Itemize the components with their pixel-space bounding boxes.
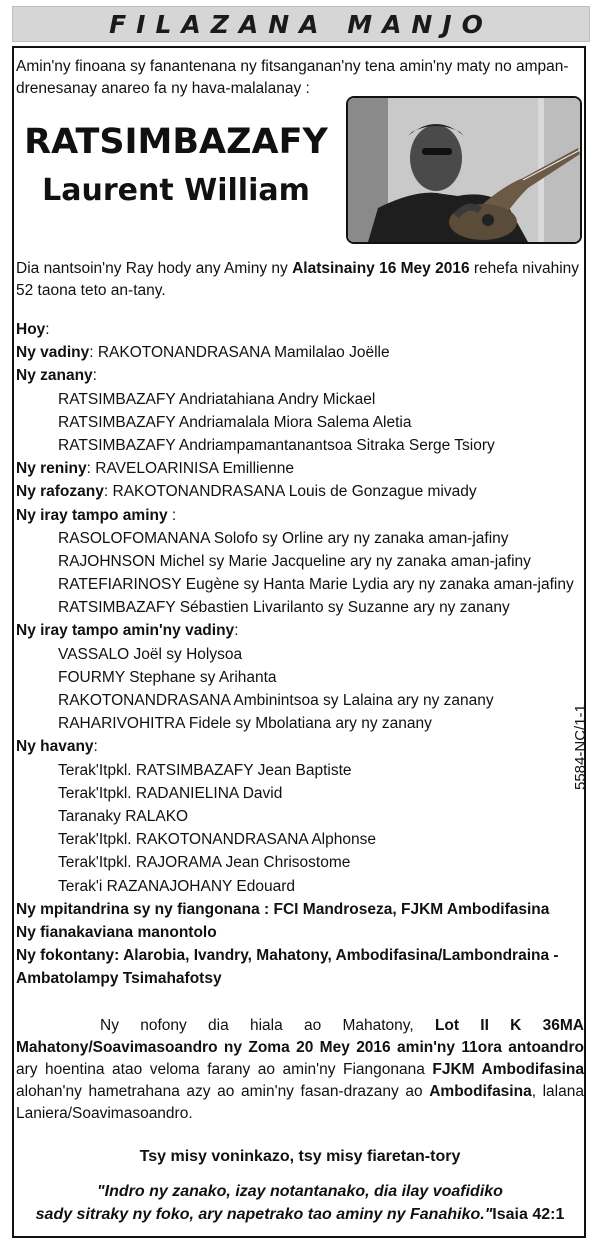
list-item: Terak'Itpkl. RATSIMBAZAFY Jean Baptiste xyxy=(58,761,352,779)
bible-quote xyxy=(16,1180,584,1226)
death-date: Alatsinainy 16 Mey 2016 xyxy=(292,260,470,277)
burial-church: FJKM Ambodifasina xyxy=(432,1061,584,1078)
father-in-law-name: RAKOTONANDRASANA Louis de Gonzague mivady xyxy=(112,483,477,501)
list-item: RATSIMBAZAFY Andriampamantanantsoa Sitraka Serge Tsiory xyxy=(58,436,495,454)
list-item: RATSIMBAZAFY Andriamalala Miora Salema Aletia xyxy=(58,413,412,431)
mother-in-law-name: RAVELOARINISA Emillienne xyxy=(95,460,294,478)
father-in-law-label: Ny rafozany xyxy=(16,483,104,501)
list-item: Terak'Itpkl. RAKOTONANDRASANA Alphonse xyxy=(58,831,376,849)
burial-text: , lalana Laniera/Soavimasoandro. xyxy=(16,1083,584,1122)
burial-text: ary hoentina atao veloma farany ao amin'ny Fiangonana xyxy=(16,1061,433,1078)
fokontany-line-continued: Ambatolampy Tsimahafotsy xyxy=(16,970,222,988)
list-item: RATEFIARINOSY Eugène sy Hanta Marie Lydia ary ny zanaka aman-jafiny xyxy=(58,576,574,594)
spouse-label: Ny vadiny xyxy=(16,344,90,362)
burial-paragraph xyxy=(16,1015,584,1125)
mother-in-law-label: Ny reniny xyxy=(16,460,87,478)
portrait-photo xyxy=(346,96,582,244)
relatives-label: Ny havany xyxy=(16,738,94,756)
spouse-siblings-label: Ny iray tampo amin'ny vadiny xyxy=(16,622,235,640)
list-item: FOURMY Stephane sy Arihanta xyxy=(58,668,277,686)
church-line: Ny mpitandrina sy ny fiangonana : FCI Mandroseza, FJKM Ambodifasina xyxy=(16,900,550,918)
header-title: FILAZANA MANJO xyxy=(109,9,493,39)
deceased-surname: RATSIMBAZAFY xyxy=(24,122,328,162)
hoy-label: Hoy xyxy=(16,321,46,338)
deceased-given-names: Laurent William xyxy=(42,173,310,208)
list-item: RATSIMBAZAFY Andriatahiana Andry Mickael xyxy=(58,390,376,408)
family-list: Hoy: Ny vadiny: RAKOTONANDRASANA Mamilalao Joëlle Ny zanany: RATSIMBAZAFY Andriatahiana Andry Mickael RATSIMBAZAFY Andriamalala Miora Salema Aletia RATSIMBAZAFY Andriampamantanantsoa Sitraka Serge Tsiory Ny reniny: RAVELOARINISA Emillienne Ny rafozany: RAKOTONANDRASANA Louis de Gonzague mivady Ny iray tampo aminy : RASOLOFOMANANA Solofo sy Orline ary ny zanaka aman-jafiny RAJOHNSON Michel sy Marie Jacqueline ary ny zanaka aman-jafiny RATEFIARINOSY Eugène sy Hanta Marie Lydia ary ny zanaka aman-jafiny RATSIMBAZAFY Sébastien Livarilanto sy Suzanne ary ny zanany Ny iray tampo amin'ny vadiny: VASSALO Joël sy Holysoa FOURMY Stephane sy Arihanta RAKOTONANDRASANA Ambinintsoa sy Lalaina ary ny zanany RAHARIVOHITRA Fidele sy Mbolatiana ary ny zanany Ny havany: Terak'Itpkl. RATSIMBAZAFY Jean Baptiste Terak'Itpkl. RADANIELINA David Taranaky RALAKO Terak'Itpkl. RAKOTONANDRASANA Alphonse Terak'Itpkl. RAJORAMA Jean Chrisostome Terak'i RAZANAJOHANY Edouard Ny mpitandrina sy ny fiangonana : FCI Mandroseza, FJKM Ambodifasina Ny fianakaviana manontolo Ny fokontany: Alarobia, Ivandry, Mahatony, Ambodifasina/Lambondraina - Ambatolampy Tsimahafotsy xyxy=(16,318,584,990)
list-item: RAHARIVOHITRA Fidele sy Mbolatiana ary ny zanany xyxy=(58,715,432,733)
list-item: Terak'Itpkl. RADANIELINA David xyxy=(58,784,283,802)
list-item: Terak'i RAZANAJOHANY Edouard xyxy=(58,877,295,895)
header-banner xyxy=(12,6,590,42)
burial-text: alohan'ny hametrahana azy ao amin'ny fasan-drazany ao xyxy=(16,1083,430,1100)
list-item: RAKOTONANDRASANA Ambinintsoa sy Lalaina ary ny zanany xyxy=(58,692,494,709)
death-notice xyxy=(16,258,584,302)
siblings-label: Ny iray tampo aminy xyxy=(16,506,168,524)
quote-reference: Isaia 42:1 xyxy=(492,1206,565,1223)
portrait-photo-icon xyxy=(348,98,580,242)
burial-location: Lot II K 36MA Mahatony/Soavimasoandro ny Zoma 20 Mey 2016 amin'ny 11ora antoandro xyxy=(16,1017,584,1056)
reference-code: 5584-NC/1-1 xyxy=(572,704,589,790)
fokontany-line: Ny fokontany: Alarobia, Ivandry, Mahatony, Ambodifasina/Lambondraina - xyxy=(16,947,559,965)
children-label: Ny zanany xyxy=(16,367,93,385)
list-item: Taranaky RALAKO xyxy=(58,807,189,825)
burial-text: Ny nofony dia hiala ao Mahatony, xyxy=(100,1017,435,1034)
death-notice-age: rehefa nivahiny 52 taona teto an-tany. xyxy=(16,260,580,299)
list-item: Terak'Itpkl. RAJORAMA Jean Chrisostome xyxy=(58,854,351,872)
quote-line-1: "Indro ny zanako, izay notantanako, dia ilay voafidiko xyxy=(97,1183,503,1200)
motto: Tsy misy voninkazo, tsy misy fiaretan-tory xyxy=(139,1148,461,1165)
death-notice-text: Dia nantsoin'ny Ray hody any Aminy ny xyxy=(16,260,293,277)
quote-line-2: sady sitraky ny foko, ary napetrako tao aminy ny Fanahiko." xyxy=(35,1206,493,1223)
workplace-line: Ny fianakaviana manontolo xyxy=(16,923,217,941)
list-item: RAJOHNSON Michel sy Marie Jacqueline ary ny zanaka aman-jafiny xyxy=(58,552,531,570)
list-item: RATSIMBAZAFY Sébastien Livarilanto sy Suzanne ary ny zanany xyxy=(58,599,510,617)
list-item: RASOLOFOMANANA Solofo sy Orline ary ny zanaka aman-jafiny xyxy=(58,529,509,547)
spouse-name: RAKOTONANDRASANA Mamilalao Joëlle xyxy=(97,344,390,362)
list-item: VASSALO Joël sy Holysoa xyxy=(58,645,243,663)
burial-tomb-place: Ambodifasina xyxy=(429,1083,532,1100)
intro-text: Amin'ny finoana sy fanantenana ny fitsanganan'ny tena amin'ny maty no ampan-drenesanay anareo fa ny hava-malalanay : xyxy=(16,58,569,97)
